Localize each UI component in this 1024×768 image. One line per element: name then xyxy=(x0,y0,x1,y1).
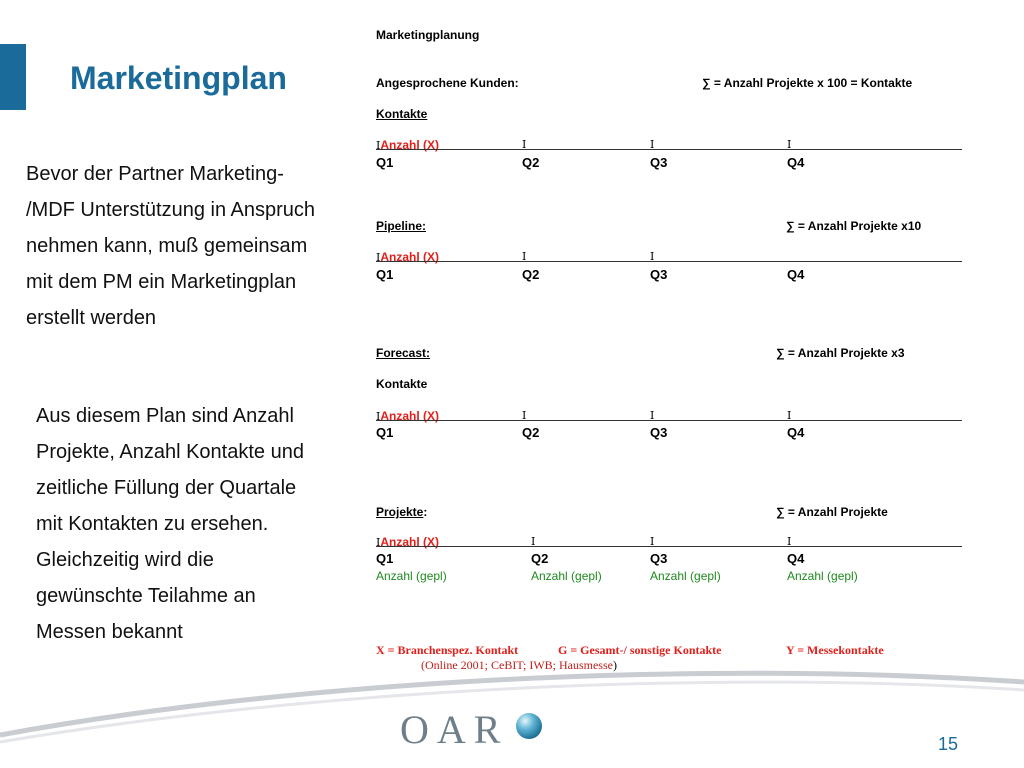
quarter-label: Q3 xyxy=(650,551,668,566)
pipeline-formula: ∑ = Anzahl Projekte x10 xyxy=(786,219,922,233)
quarter-marker: I xyxy=(522,250,527,263)
divider-line xyxy=(376,149,962,150)
intro-paragraph: Bevor der Partner Marketing- /MDF Unterstützung in Anspruch nehmen kann, muß gemeinsam mit dem PM ein Marketingplan erstellt werden xyxy=(26,163,316,329)
forecast-formula: ∑ = Anzahl Projekte x3 xyxy=(776,346,905,360)
globe-icon xyxy=(516,713,542,739)
quarter-label: Q4 xyxy=(787,425,805,440)
quarter-marker: I xyxy=(787,409,792,422)
count-row: IAnzahl (X) xyxy=(376,250,440,264)
contacts-label: Kontakte xyxy=(376,107,428,121)
divider-line xyxy=(376,546,962,547)
panel-heading: Marketingplanung xyxy=(376,28,480,42)
quarter-marker: I xyxy=(650,250,655,263)
count-row: IAnzahl (X) xyxy=(376,535,440,549)
legend-events: (Online 2001; CeBIT; IWB; Hausmesse) xyxy=(421,658,617,672)
quarter-label: Q3 xyxy=(650,425,668,440)
customers-label: Angesprochene Kunden: xyxy=(376,76,519,90)
quarter-label: Q2 xyxy=(522,425,540,440)
quarter-label: Q2 xyxy=(531,551,549,566)
quarter-label: Q4 xyxy=(787,155,805,170)
legend-x: X = Branchenspez. Kontakt xyxy=(376,643,519,657)
company-logo xyxy=(400,706,542,753)
planned-count: Anzahl (gepl) xyxy=(787,569,858,583)
quarter-label: Q2 xyxy=(522,267,540,282)
projects-label: Projekte: xyxy=(376,505,428,519)
quarter-label: Q1 xyxy=(376,155,394,170)
forecast-label: Forecast: xyxy=(376,346,431,360)
divider-line xyxy=(376,261,962,262)
divider-line xyxy=(376,420,962,421)
quarter-marker: I xyxy=(522,409,527,422)
quarter-label: Q3 xyxy=(650,155,668,170)
quarter-marker: I xyxy=(650,138,655,151)
quarter-label: Q3 xyxy=(650,267,668,282)
planned-count: Anzahl (gepl) xyxy=(650,569,721,583)
quarter-label: Q4 xyxy=(787,267,805,282)
quarter-marker: I xyxy=(787,138,792,151)
quarter-label: Q2 xyxy=(522,155,540,170)
accent-bar xyxy=(0,44,26,110)
quarter-label: Q1 xyxy=(376,267,394,282)
logo-text: OAR xyxy=(400,707,509,752)
planned-count: Anzahl (gepl) xyxy=(376,569,447,583)
page-number: 15 xyxy=(938,734,959,754)
quarter-label: Q1 xyxy=(376,425,394,440)
quarter-marker: I xyxy=(650,535,655,548)
quarter-label: Q1 xyxy=(376,551,394,566)
planned-count: Anzahl (gepl) xyxy=(531,569,602,583)
projects-formula: ∑ = Anzahl Projekte xyxy=(776,505,888,519)
quarter-marker: I xyxy=(531,535,536,548)
quarter-marker: I xyxy=(787,535,792,548)
pipeline-label: Pipeline: xyxy=(376,219,427,233)
quarter-label: Q4 xyxy=(787,551,805,566)
customers-formula: ∑ = Anzahl Projekte x 100 = Kontakte xyxy=(702,76,913,90)
legend-g: G = Gesamt-/ sonstige Kontakte xyxy=(558,643,722,657)
contacts-label: Kontakte xyxy=(376,377,428,391)
detail-paragraph: Aus diesem Plan sind Anzahl Projekte, Anzahl Kontakte und zeitliche Füllung der Quartale mit Kontakten zu ersehen. Gleichzeitig wird die gewünschte Teilahme an Messen bekannt xyxy=(36,405,304,643)
marketing-planning-panel xyxy=(376,0,966,690)
quarter-marker: I xyxy=(522,138,527,151)
count-row: IAnzahl (X) xyxy=(376,409,440,423)
slide-title: Marketingplan xyxy=(70,60,287,96)
legend-y: Y = Messekontakte xyxy=(786,643,884,657)
quarter-marker: I xyxy=(650,409,655,422)
count-row: IAnzahl (X) xyxy=(376,138,440,152)
